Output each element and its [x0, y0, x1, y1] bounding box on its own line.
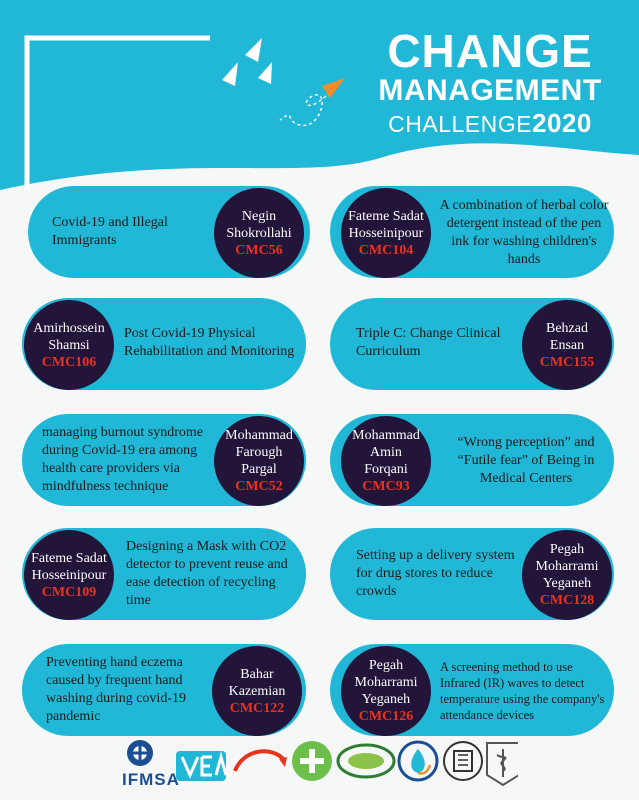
project-topic: A combination of herbal color detergent instead of the pen ink for washing children's hands: [439, 198, 609, 267]
project-code: CMC155: [539, 354, 595, 370]
presenter-name: Pegah: [368, 658, 404, 673]
presenter-name: Fateme Sadat: [31, 550, 107, 566]
project-topic: A screening method to use Infrared (IR) waves to detect temperature using the company's attendance devices: [440, 660, 605, 722]
presenter-name: Shamsi: [48, 337, 90, 353]
presenter-name: Bahar: [240, 666, 274, 682]
presenter-circle: [214, 416, 304, 506]
project-topic: Designing a Mask with CO2 detector to prevent reuse and ease detection of recycling time: [126, 539, 288, 608]
title-line3: CHALLENGE2020: [388, 108, 592, 138]
title-line1: CHANGE: [387, 25, 593, 77]
presenter-name: Ensan: [549, 337, 585, 353]
presenter-circle: [341, 646, 431, 736]
presenter-name: Hosseinipour: [31, 567, 107, 583]
institution-seal-logo: [444, 742, 482, 780]
project-code: CMC128: [539, 593, 595, 608]
presenter-circle: [341, 188, 431, 278]
title-line2: MANAGEMENT: [378, 74, 602, 107]
presenter-circle: [214, 188, 304, 278]
project-code: CMC109: [41, 584, 97, 600]
presenter-name: Mohammad: [352, 428, 420, 443]
presenter-name: Yeganeh: [542, 576, 592, 591]
presenter-name: Hosseinipour: [348, 225, 424, 241]
presenter-name: Pargal: [241, 462, 277, 477]
presenter-name: Amin: [370, 445, 402, 460]
presenter-name: Kazemian: [228, 683, 286, 699]
university-emblem-logo: [399, 742, 437, 780]
change-logo: [235, 751, 287, 771]
title-year: 2020: [531, 108, 592, 138]
presenter-name: Moharrami: [354, 675, 418, 690]
presenter-circle: [24, 530, 114, 620]
presenter-name: Farough: [235, 445, 283, 460]
medical-university-logo: [487, 743, 518, 785]
presenter-name: Yeganeh: [361, 692, 411, 707]
project-topic: “Wrong perception” and “Futile fear” of Being in Medical Centers: [457, 435, 595, 486]
presenter-name: Pegah: [549, 542, 585, 557]
project-code: CMC93: [362, 479, 410, 494]
presenter-circle: [24, 300, 114, 390]
project-code: CMC106: [41, 354, 97, 370]
project-code: CMC56: [235, 242, 283, 258]
project-topic: Triple C: Change Clinical Curriculum: [356, 326, 501, 359]
header-banner: [0, 0, 639, 190]
presenter-name: Amirhossein: [33, 320, 105, 336]
presenter-name: Fateme Sadat: [348, 208, 424, 224]
project-topic: managing burnout syndrome during Covid-19 era among health care providers via mindfulness technique: [42, 425, 203, 494]
health-cross-logo: [292, 741, 332, 781]
vea-logo: [176, 751, 226, 781]
presenter-name: Moharrami: [535, 559, 599, 574]
presenter-circle: [341, 416, 431, 506]
presenter-name: Mohammad: [225, 428, 293, 443]
title-block: [350, 25, 630, 139]
project-topic: Preventing hand eczema caused by frequent hand washing during covid-19 pandemic: [46, 655, 186, 724]
presenter-name: Negin: [241, 208, 277, 224]
project-code: CMC52: [235, 479, 283, 494]
ifmsa-logo: [127, 740, 153, 766]
project-topic: Post Covid-19 Physical Rehabilitation and Monitoring: [124, 326, 295, 359]
project-topic: Covid-19 and Illegal Immigrants: [52, 215, 168, 248]
ministry-oval-logo: [338, 745, 394, 777]
project-code: CMC104: [358, 242, 414, 258]
project-topic: Setting up a delivery system for drug stores to reduce crowds: [356, 548, 515, 599]
ifmsa-wordmark: IFMSA: [122, 770, 180, 789]
project-code: CMC126: [358, 709, 414, 724]
presenter-circle: [522, 300, 612, 390]
presenter-name: Forqani: [364, 462, 408, 477]
presenter-name: Behzad: [546, 320, 588, 336]
presenter-circle: [212, 646, 302, 736]
project-code: CMC122: [229, 700, 285, 716]
presenter-circle: [522, 530, 612, 620]
presenter-name: Shokrollahi: [226, 225, 292, 241]
